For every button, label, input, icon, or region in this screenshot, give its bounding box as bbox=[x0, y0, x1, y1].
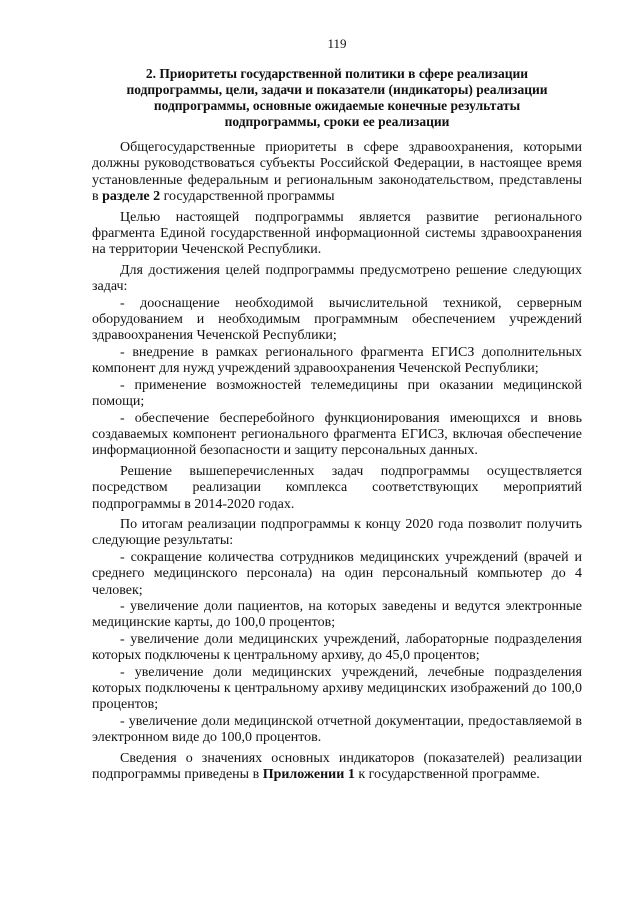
list-item-result: - увеличение доли медицинской отчетной документации, предоставляемой в электронном виде до 100,0 процентов. bbox=[92, 713, 582, 746]
list-item-task: - дооснащение необходимой вычислительной техникой, серверным оборудованием и необходимым программным обеспечением учреждений здравоохранения Чеченской Республики; bbox=[92, 295, 582, 344]
appendix-reference: Приложении 1 bbox=[262, 767, 355, 783]
paragraph-results-intro: По итогам реализации подпрограммы к концу 2020 года позволит получить следующие результаты: bbox=[92, 516, 582, 549]
list-item-task: - внедрение в рамках регионального фрагмента ЕГИСЗ дополнительных компонент для нужд учреждений здравоохранения Чеченской Республики; bbox=[92, 344, 582, 377]
heading-line: 2. Приоритеты государственной политики в сфере реализации bbox=[145, 66, 529, 81]
paragraph-text: к государственной программе. bbox=[354, 767, 540, 783]
paragraph-goal: Целью настоящей подпрограммы является развитие регионального фрагмента Единой государственной информационной системы здравоохранения на территории Чеченской Республики. bbox=[92, 209, 582, 258]
heading-line: подпрограммы, сроки ее реализации bbox=[224, 114, 450, 129]
section-heading bbox=[92, 66, 582, 130]
list-item-task: - обеспечение бесперебойного функционирования имеющихся и вновь создаваемых компонент регионального фрагмента ЕГИСЗ, включая обеспечение информационной безопасности и защиту персональных данных. bbox=[92, 410, 582, 459]
paragraph-tasks-intro: Для достижения целей подпрограммы предусмотрено решение следующих задач: bbox=[92, 262, 582, 295]
paragraph-implementation: Решение вышеперечисленных задач подпрограммы осуществляется посредством реализации комплекса соответствующих мероприятий подпрограммы в 2014-2020 годах. bbox=[92, 463, 582, 512]
paragraph-text: Общегосударственные приоритеты в сфере здравоохранения, которыми должны руководствоваться субъекты Российской Федерации, в настоящее время установленные федеральным и региональным законодательством, представлены в bbox=[92, 140, 582, 205]
paragraph-indicators bbox=[92, 751, 582, 784]
paragraph-priorities bbox=[92, 140, 582, 206]
paragraph-text: государственной программы bbox=[160, 189, 335, 205]
page-number: 119 bbox=[327, 36, 347, 51]
heading-line: подпрограммы, цели, задачи и показатели (индикаторы) реализации bbox=[126, 82, 548, 97]
list-item-result: - сокращение количества сотрудников медицинских учреждений (врачей и среднего медицинского персонала) на один персональный компьютер до 4 человек; bbox=[92, 549, 582, 598]
list-item-result: - увеличение доли пациентов, на которых заведены и ведутся электронные медицинские карты, до 100,0 процентов; bbox=[92, 598, 582, 631]
section-reference: разделе 2 bbox=[102, 189, 161, 205]
list-item-result: - увеличение доли медицинских учреждений, лабораторные подразделения которых подключены к центральному архиву, до 45,0 процентов; bbox=[92, 631, 582, 664]
paragraph-text: Сведения о значениях основных индикаторов (показателей) реализации подпрограммы приведены в bbox=[92, 750, 582, 783]
heading-line: подпрограммы, основные ожидаемые конечные результаты bbox=[153, 98, 521, 113]
list-item-result: - увеличение доли медицинских учреждений, лечебные подразделения которых подключены к центральному архиву медицинских изображений до 100,0 процентов; bbox=[92, 664, 582, 713]
list-item-task: - применение возможностей телемедицины при оказании медицинской помощи; bbox=[92, 377, 582, 410]
